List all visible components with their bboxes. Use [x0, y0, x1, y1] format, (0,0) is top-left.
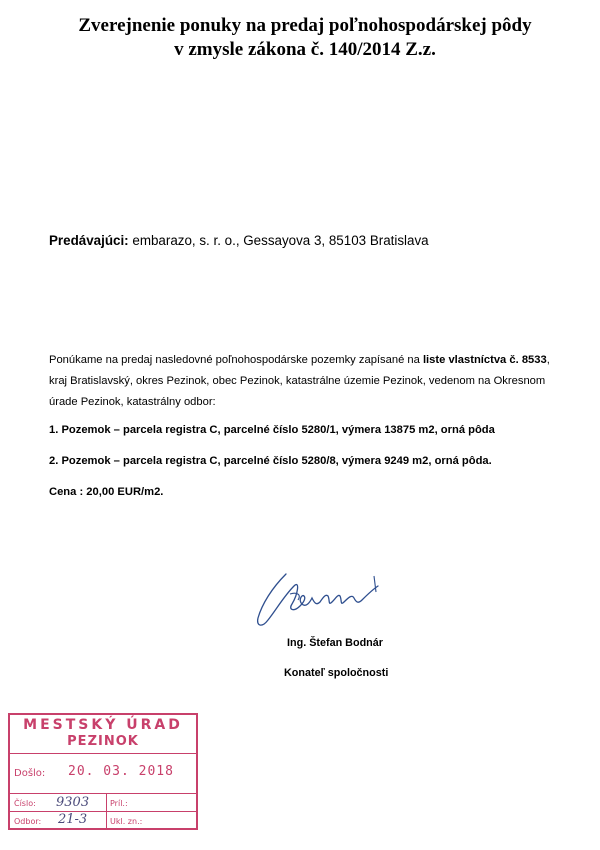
ownership-sheet: liste vlastníctva č. 8533 [422, 354, 547, 366]
offer-rest: , kraj Bratislavský, okres Pezinok, obec Pezinok, katastrálne územie Pezinok, vedenom na Okresnom úrade Pezinok, katastrálny odbor: [49, 354, 550, 408]
title-line-2: v zmysle zákona č. 140/2014 Z.z. [174, 39, 436, 60]
parcel-item-1: 1. Pozemok – parcela registra C, parcelné číslo 5280/1, výmera 13875 m2, orná pôda [49, 424, 495, 436]
stamp-department-value: 21-3 [58, 812, 88, 827]
stamp-department-label: Odbor: [14, 817, 42, 826]
parcel-item-2: 2. Pozemok – parcela registra C, parcelné číslo 5280/8, výmera 9249 m2, orná pôda. [49, 455, 492, 467]
stamp-filing-label: Ukl. zn.: [110, 817, 143, 826]
stamp-number-value: 9303 [56, 795, 90, 810]
seller-line [49, 233, 429, 248]
stamp-divider [10, 811, 196, 812]
stamp-office: MESTSKÝ ÚRAD [23, 717, 183, 733]
signatory-role: Konateľ spoločnosti [284, 667, 389, 679]
document-title [0, 14, 600, 62]
price-line: Cena : 20,00 EUR/m2. [49, 486, 164, 498]
seller-label: Predávajúci: [49, 233, 129, 248]
stamp-number-label: Číslo: [14, 799, 36, 808]
offer-paragraph [49, 350, 565, 413]
stamp-received-date: 20. 03. 2018 [68, 764, 174, 779]
registry-stamp [8, 713, 198, 830]
signature [254, 566, 394, 632]
stamp-divider [10, 793, 196, 794]
stamp-divider [10, 753, 196, 754]
stamp-received-label: Došlo: [14, 768, 46, 779]
title-line-1: Zverejnenie ponuky na predaj poľnohospodárskej pôdy [78, 15, 532, 36]
seller-value: embarazo, s. r. o., Gessayova 3, 85103 Bratislava [132, 233, 429, 248]
signatory-name: Ing. Štefan Bodnár [287, 637, 383, 649]
stamp-attachments-label: Príl.: [110, 799, 128, 808]
offer-intro: Ponúkame na predaj nasledovné poľnohospodárske pozemky zapísané na [49, 354, 423, 366]
stamp-city: PEZINOK [67, 734, 139, 749]
